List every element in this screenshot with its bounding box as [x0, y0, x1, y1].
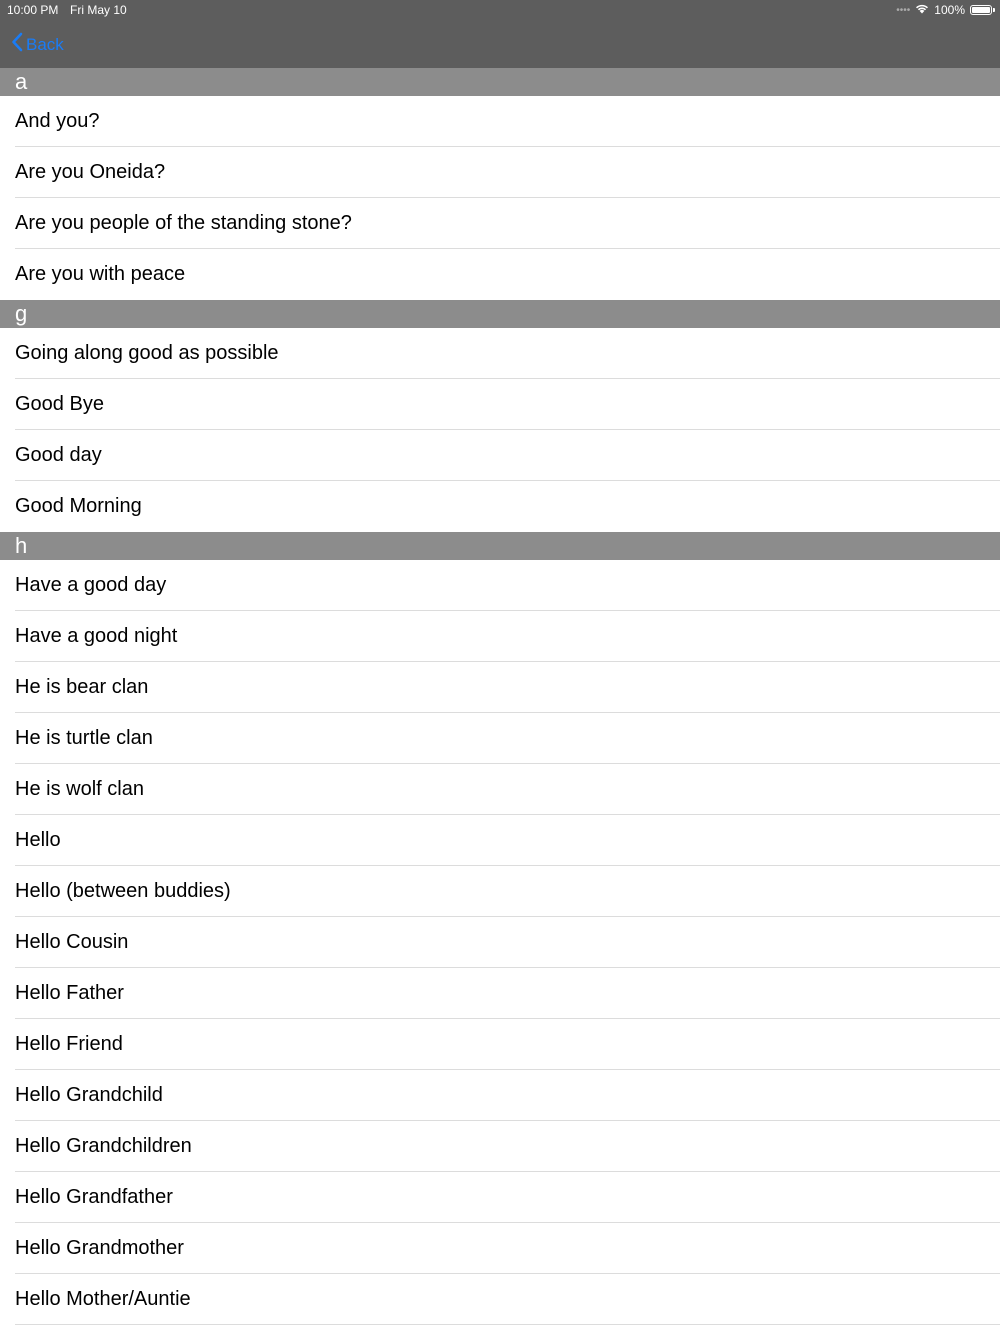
battery-icon: [970, 5, 992, 15]
list-item[interactable]: And you?: [0, 96, 1000, 147]
top-bar: [0, 0, 1000, 68]
list-item[interactable]: Hello Grandmother: [0, 1223, 1000, 1274]
list-item[interactable]: Hello Grandchild: [0, 1070, 1000, 1121]
list-item[interactable]: Are you Oneida?: [0, 147, 1000, 198]
chevron-left-icon: [11, 32, 23, 57]
back-button[interactable]: [11, 32, 64, 57]
phrase-list: [0, 68, 1000, 1325]
list-item[interactable]: Good Morning: [15, 495, 142, 517]
status-indicators: [896, 2, 992, 18]
list-item[interactable]: Have a good night: [0, 611, 1000, 662]
battery-percent: 100%: [934, 3, 965, 17]
navigation-bar: [0, 22, 1000, 66]
back-label: Back: [26, 34, 64, 54]
cellular-signal-icon: ••••: [896, 4, 911, 16]
list-item[interactable]: He is turtle clan: [0, 713, 1000, 764]
section-header-h: h: [0, 532, 1000, 560]
list-item[interactable]: Have a good day: [0, 560, 1000, 611]
list-item[interactable]: Are you with peace: [15, 263, 186, 285]
status-bar: [0, 0, 1000, 20]
list-item[interactable]: Hello (between buddies): [0, 866, 1000, 917]
list-item[interactable]: Hello Grandchildren: [0, 1121, 1000, 1172]
list-item[interactable]: He is bear clan: [0, 662, 1000, 713]
list-item[interactable]: Hello Friend: [0, 1019, 1000, 1070]
status-time: 10:00 PM: [7, 3, 59, 17]
list-item[interactable]: Going along good as possible: [0, 328, 1000, 379]
list-item[interactable]: Hello Cousin: [0, 917, 1000, 968]
list-item[interactable]: Hello Grandfather: [0, 1172, 1000, 1223]
list-item[interactable]: Hello: [0, 815, 1000, 866]
section-header-g: g: [0, 300, 1000, 328]
list-item[interactable]: He is wolf clan: [0, 764, 1000, 815]
list-item[interactable]: Good Bye: [0, 379, 1000, 430]
wifi-icon: [915, 3, 929, 17]
status-date: Fri May 10: [70, 3, 127, 17]
list-item[interactable]: Are you people of the standing stone?: [0, 198, 1000, 249]
list-item[interactable]: Hello Father: [0, 968, 1000, 1019]
list-item[interactable]: Hello Mother/Auntie: [0, 1274, 1000, 1325]
list-item[interactable]: Good day: [0, 430, 1000, 481]
section-header-a: a: [0, 68, 1000, 96]
